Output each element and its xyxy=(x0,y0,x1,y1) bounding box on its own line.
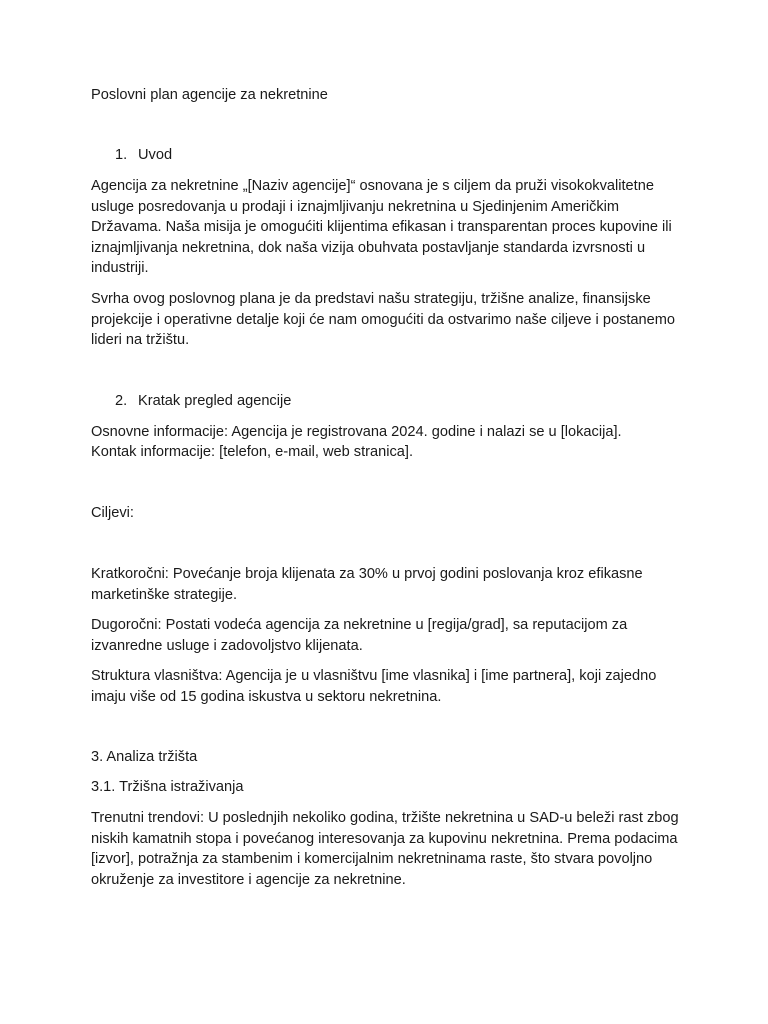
section-1-title: Uvod xyxy=(138,147,173,163)
contact-info-line: Kontak informacije: [telefon, e-mail, web stranica]. xyxy=(91,444,414,460)
short-term-goal: Kratkoročni: Povećanje broja klijenata za 30% u prvoj godini poslovanja kroz efikasne marketinške strategije. xyxy=(91,566,643,603)
goals-label: Ciljevi: xyxy=(91,505,134,521)
section-2-heading xyxy=(115,391,675,412)
section-2-number: 2. xyxy=(115,393,128,409)
section-1-heading xyxy=(115,145,675,166)
section-2-title: Kratak pregled agencije xyxy=(138,393,292,409)
market-trends-paragraph: Trenutni trendovi: U poslednjih nekoliko godina, tržište nekretnina u SAD-u beleži rast zbog niskih kamatnih stopa i povećanog interesovanja za kupovinu nekretnina. Prema podacima [izvor], potražnja za stambenim i komercijalnim nekretninama raste, što stvara povoljno okruženje za investitore i agencije za nekretnine. xyxy=(91,810,679,888)
basic-info-line: Osnovne informacije: Agencija je registrovana 2024. godine i nalazi se u [lokacija]. xyxy=(91,424,622,440)
section-1-paragraph-1: Agencija za nekretnine „[Naziv agencije]“ osnovana je s ciljem da pruži visokokvalitetne usluge posredovanja u prodaji i iznajmljivanju nekretnina u Sjedinjenim Američkim Državama. Naša misija je omogućiti klijentima efikasan i transparentan proces kupovine ili iznajmljivanja nekretnina, dok naša vizija obuhvata postavljanje standarda izvrsnosti u industriji. xyxy=(91,178,672,276)
section-1-paragraph-2: Svrha ovog poslovnog plana je da predstavi našu strategiju, tržišne analize, finansijske projekcije i operativne detalje koji će nam omogućiti da ostvarimo naše ciljeve i postanemo lideri na tržištu. xyxy=(91,291,676,348)
section-1-number: 1. xyxy=(115,147,128,163)
section-3-heading: 3. Analiza tržišta xyxy=(91,749,198,765)
document-title: Poslovni plan agencije za nekretnine xyxy=(91,87,328,103)
ownership-structure: Struktura vlasništva: Agencija je u vlasništvu [ime vlasnika] i [ime partnera], koji zajedno imaju više od 15 godina iskustva u sektoru nekretnina. xyxy=(91,668,657,705)
section-3-1-heading: 3.1. Tržišna istraživanja xyxy=(91,779,244,795)
long-term-goal: Dugoročni: Postati vodeća agencija za nekretnine u [regija/grad], sa reputacijom za izvanredne usluge i zadovoljstvo klijenata. xyxy=(91,617,628,654)
